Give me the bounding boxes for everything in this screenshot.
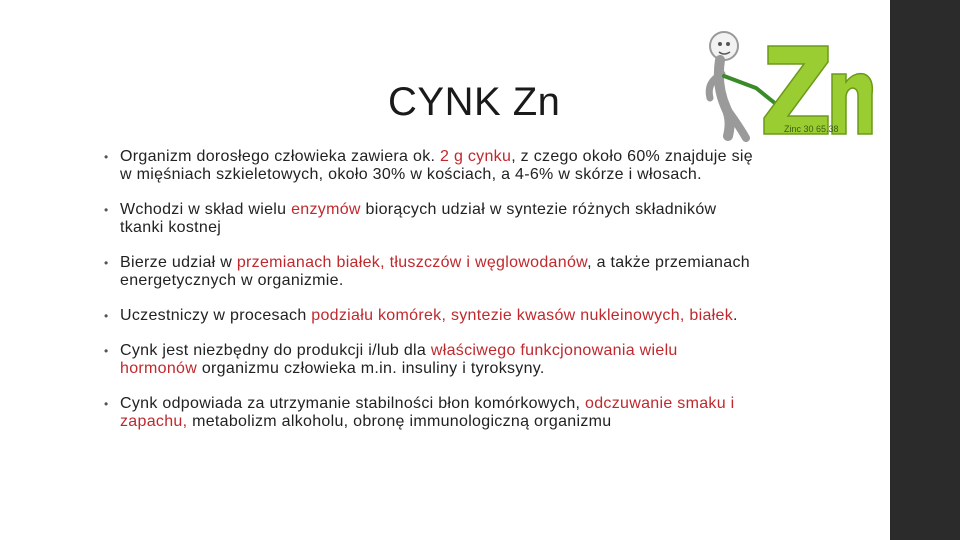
bullet-text: Cynk odpowiada za utrzymanie stabilności błon komórkowych, [120,395,586,412]
bullet-item [104,307,754,325]
bullet-item [104,254,754,290]
bullet-text: organizmu człowieka m.in. insuliny i tyroksyny. [197,360,545,377]
bullet-item [104,342,754,378]
highlighted-text: przemianach białek, tłuszczów i węglowodanów [236,254,588,271]
highlighted-text: odczuwanie smaku i zapachu, [120,395,735,430]
bullet-dot-icon: • [104,150,109,164]
zn-subtext: Zinc 30 65.38 [784,124,839,134]
bullet-text: Uczestniczy w procesach [120,307,312,324]
highlighted-text: właściwego funkcjonowania wielu hormonów [120,342,678,377]
bullet-item [104,148,754,184]
slide-title: CYNK Zn [388,80,561,124]
bullet-dot-icon: • [104,256,109,270]
bullet-dot-icon: • [104,309,109,323]
zn-letters-icon [764,46,872,134]
bullet-dot-icon: • [104,203,109,217]
bullet-item [104,395,754,431]
bullet-text: Cynk jest niezbędny do produkcji i/lub dla [120,342,431,359]
zinc-logo-image [676,16,876,148]
bullet-text: Wchodzi w skład wielu [120,201,292,218]
bullet-dot-icon: • [104,344,109,358]
bullet-text: metabolizm alkoholu, obronę immunologiczną organizmu [187,413,612,430]
bullet-text: . [733,307,738,324]
bullet-text: , z czego około 60% znajduje się w mięśniach szkieletowych, około 30% w kościach, a 4-6% w skórze i włosach. [120,148,753,183]
highlighted-text: 2 g cynku [440,148,512,165]
bullet-list [104,145,754,431]
highlighted-text: enzymów [291,201,361,218]
highlighted-text: podziału komórek, syntezie kwasów nukleinowych, białek [311,307,733,324]
right-sidebar-bar [890,0,960,540]
bullet-item [104,201,754,237]
bullet-text: , a także przemianach energetycznych w organizmie. [120,254,750,289]
bullet-dot-icon: • [104,397,109,411]
bullet-text: biorących udział w syntezie różnych składników tkanki kostnej [120,201,717,236]
bullet-text: Bierze udział w [120,254,237,271]
bullet-text: Organizm dorosłego człowieka zawiera ok. [120,148,440,165]
